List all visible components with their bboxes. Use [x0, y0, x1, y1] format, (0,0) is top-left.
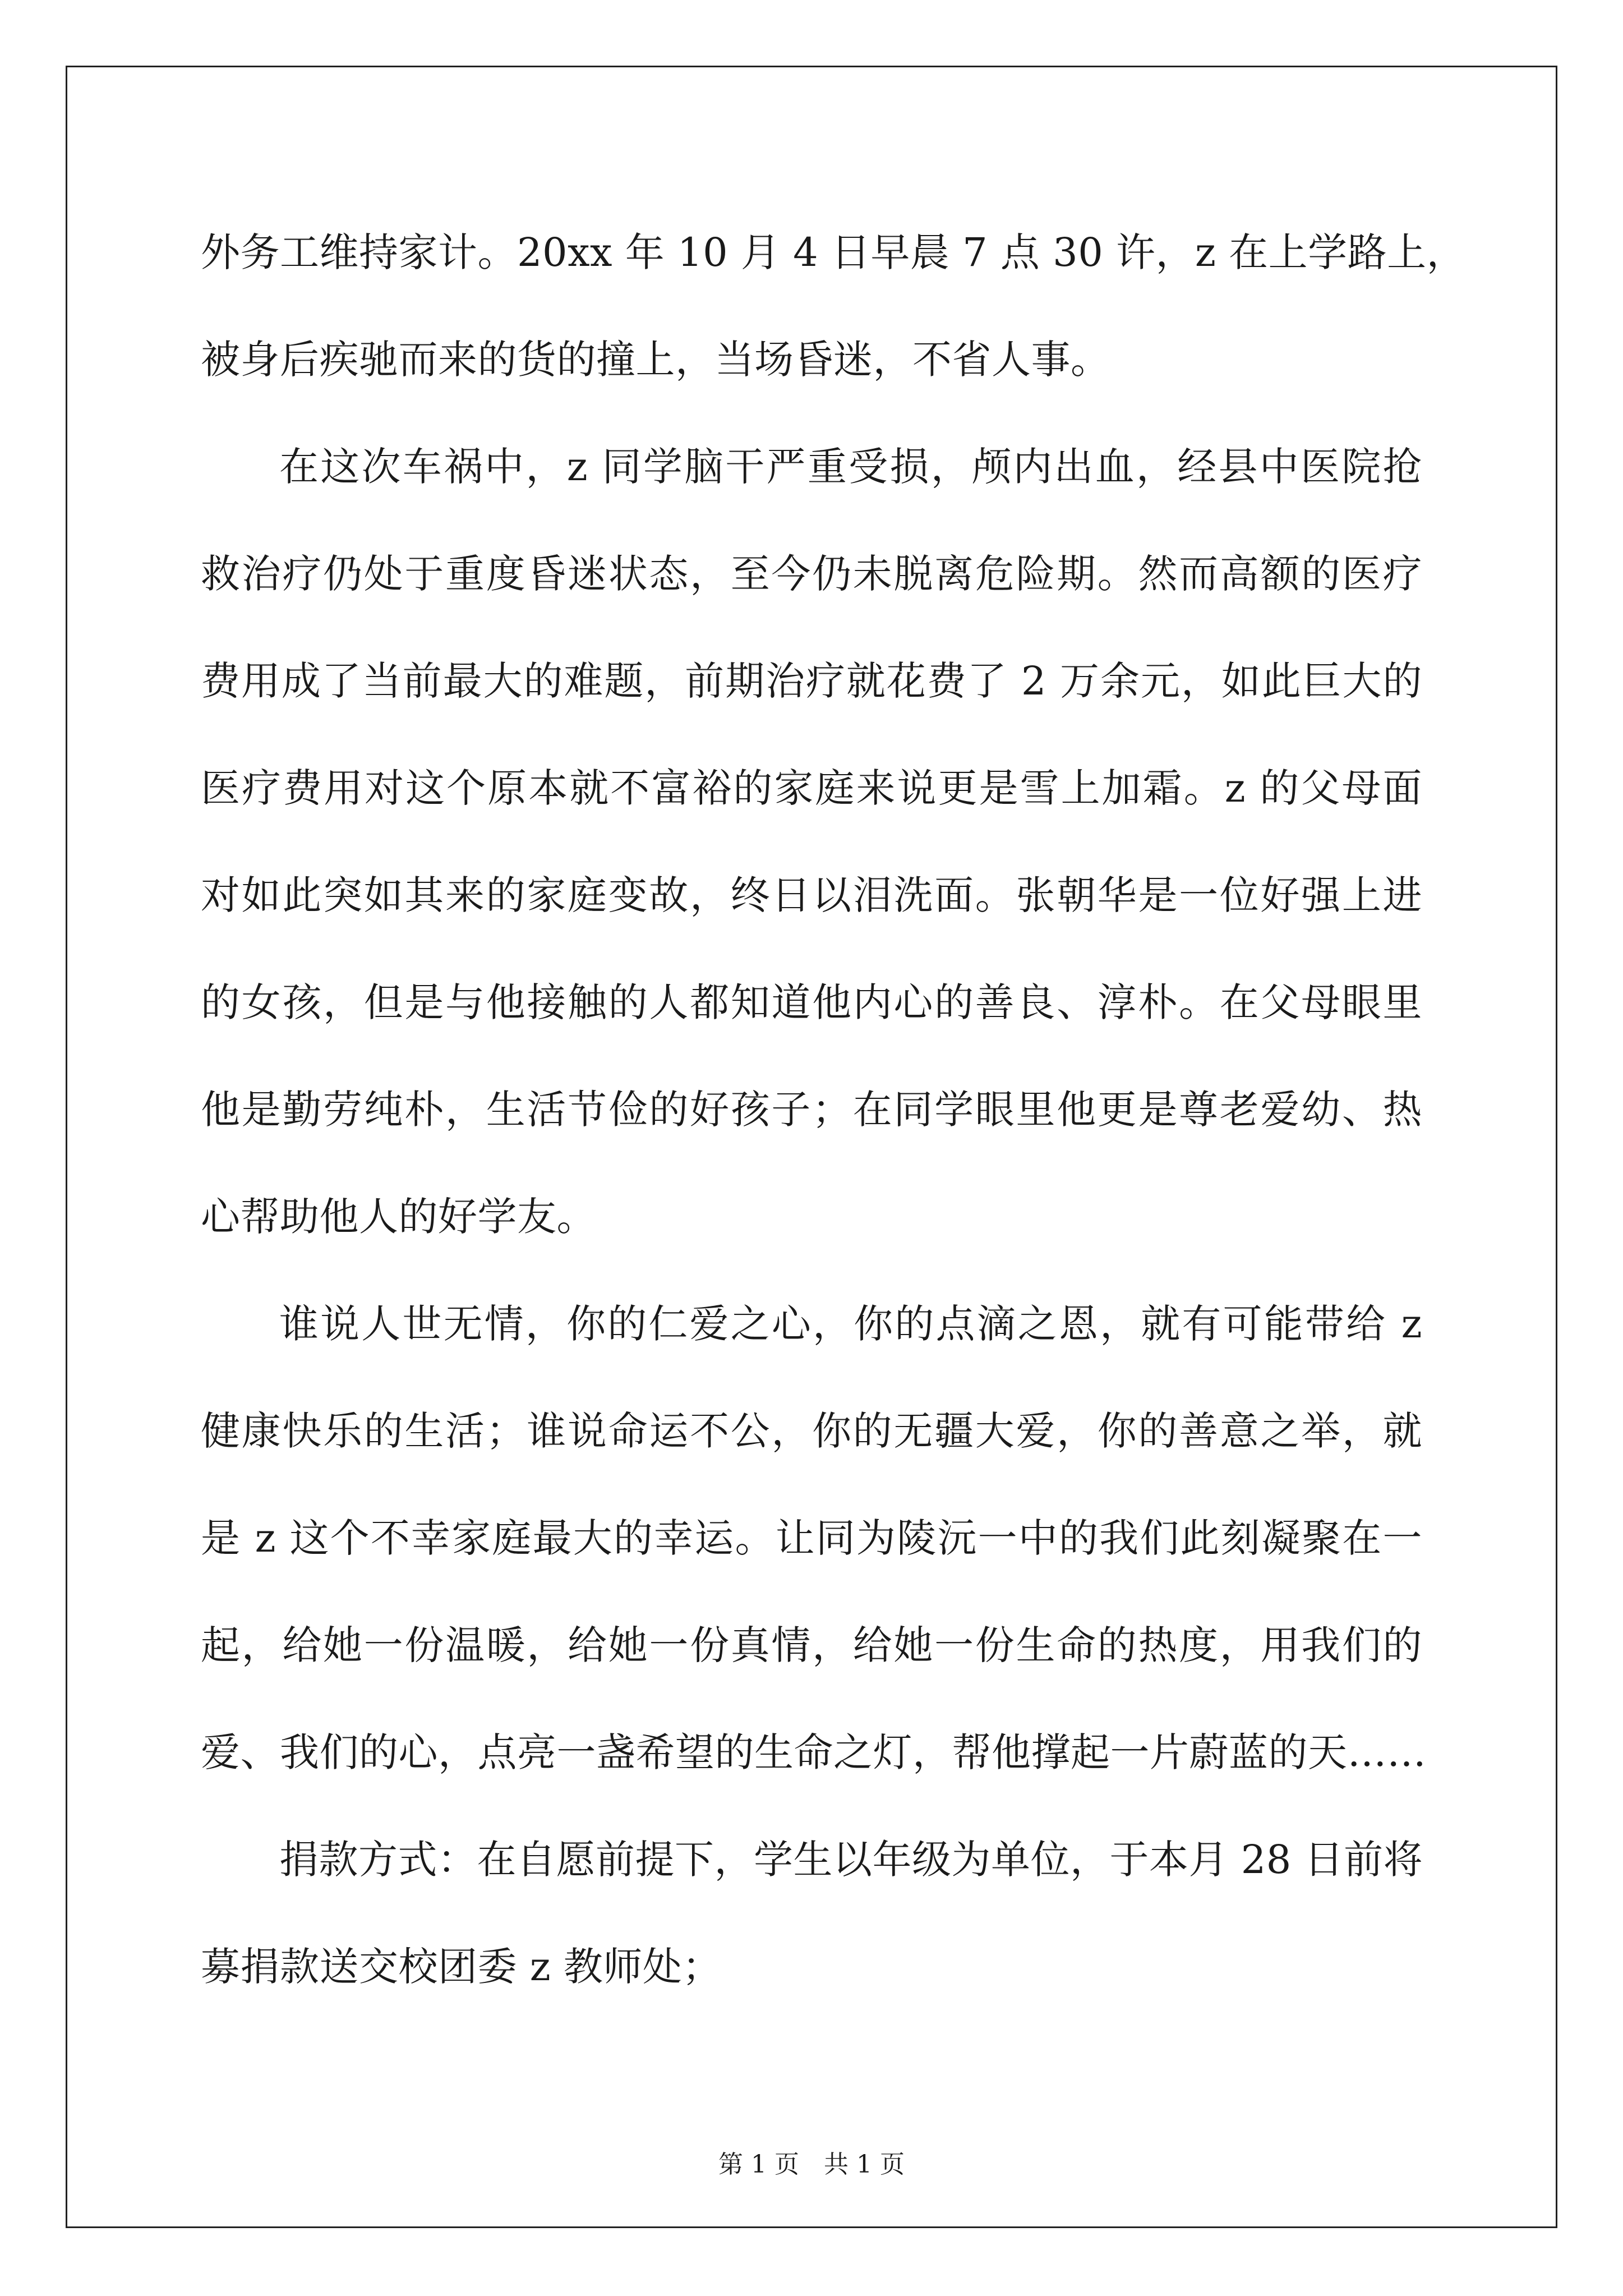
text-line: 费用成了当前最大的难题，前期治疗就花费了 2 万余元，如此巨大的 — [201, 658, 1422, 704]
text-line: 救治疗仍处于重度昏迷状态，至今仍未脱离危险期。然而高额的医疗 — [201, 551, 1422, 597]
paragraph-2 — [201, 413, 1422, 1271]
text-line: 是 z 这个不幸家庭最大的幸运。让同为陵沅一中的我们此刻凝聚在一 — [201, 1515, 1422, 1561]
text-line: 的女孩，但是与他接触的人都知道他内心的善良、淳朴。在父母眼里 — [201, 979, 1422, 1025]
paragraph-3 — [201, 1271, 1427, 1806]
page-number-footer: 第 1 页 共 1 页 — [718, 2150, 905, 2179]
text-line: 心帮助他人的好学友。 — [201, 1194, 596, 1240]
text-line: 谁说人世无情，你的仁爱之心，你的点滴之恩，就有可能带给 z — [279, 1301, 1422, 1347]
text-line: 外务工维持家计。20xx 年 10 月 4 日早晨 7 点 30 许，z 在上学路上， — [201, 229, 1467, 275]
text-line: 对如此突如其来的家庭变故，终日以泪洗面。张朝华是一位好强上进 — [201, 872, 1422, 918]
text-line: 在这次车祸中，z 同学脑干严重受损，颅内出血，经县中医院抢 — [279, 444, 1422, 490]
paragraph-1 — [201, 199, 1467, 413]
text-line: 医疗费用对这个原本就不富裕的家庭来说更是雪上加霜。z 的父母面 — [201, 765, 1422, 811]
text-line: 他是勤劳纯朴，生活节俭的好孩子；在同学眼里他更是尊老爱幼、热 — [201, 1087, 1422, 1133]
text-line: 健康快乐的生活；谁说命运不公，你的无疆大爱，你的善意之举，就 — [201, 1408, 1422, 1454]
document-body — [201, 199, 1467, 2021]
text-line: 被身后疾驰而来的货的撞上，当场昏迷，不省人事。 — [201, 337, 1110, 383]
paragraph-4 — [201, 1806, 1422, 2021]
text-line: 捐款方式：在自愿前提下，学生以年级为单位，于本月 28 日前将 — [279, 1837, 1423, 1883]
text-line: 起，给她一份温暖，给她一份真情，给她一份生命的热度，用我们的 — [201, 1622, 1422, 1668]
text-line: 募捐款送交校团委 z 教师处； — [201, 1944, 722, 1990]
text-line: 爱、我们的心，点亮一盏希望的生命之灯，帮他撑起一片蔚蓝的天…… — [201, 1729, 1427, 1775]
